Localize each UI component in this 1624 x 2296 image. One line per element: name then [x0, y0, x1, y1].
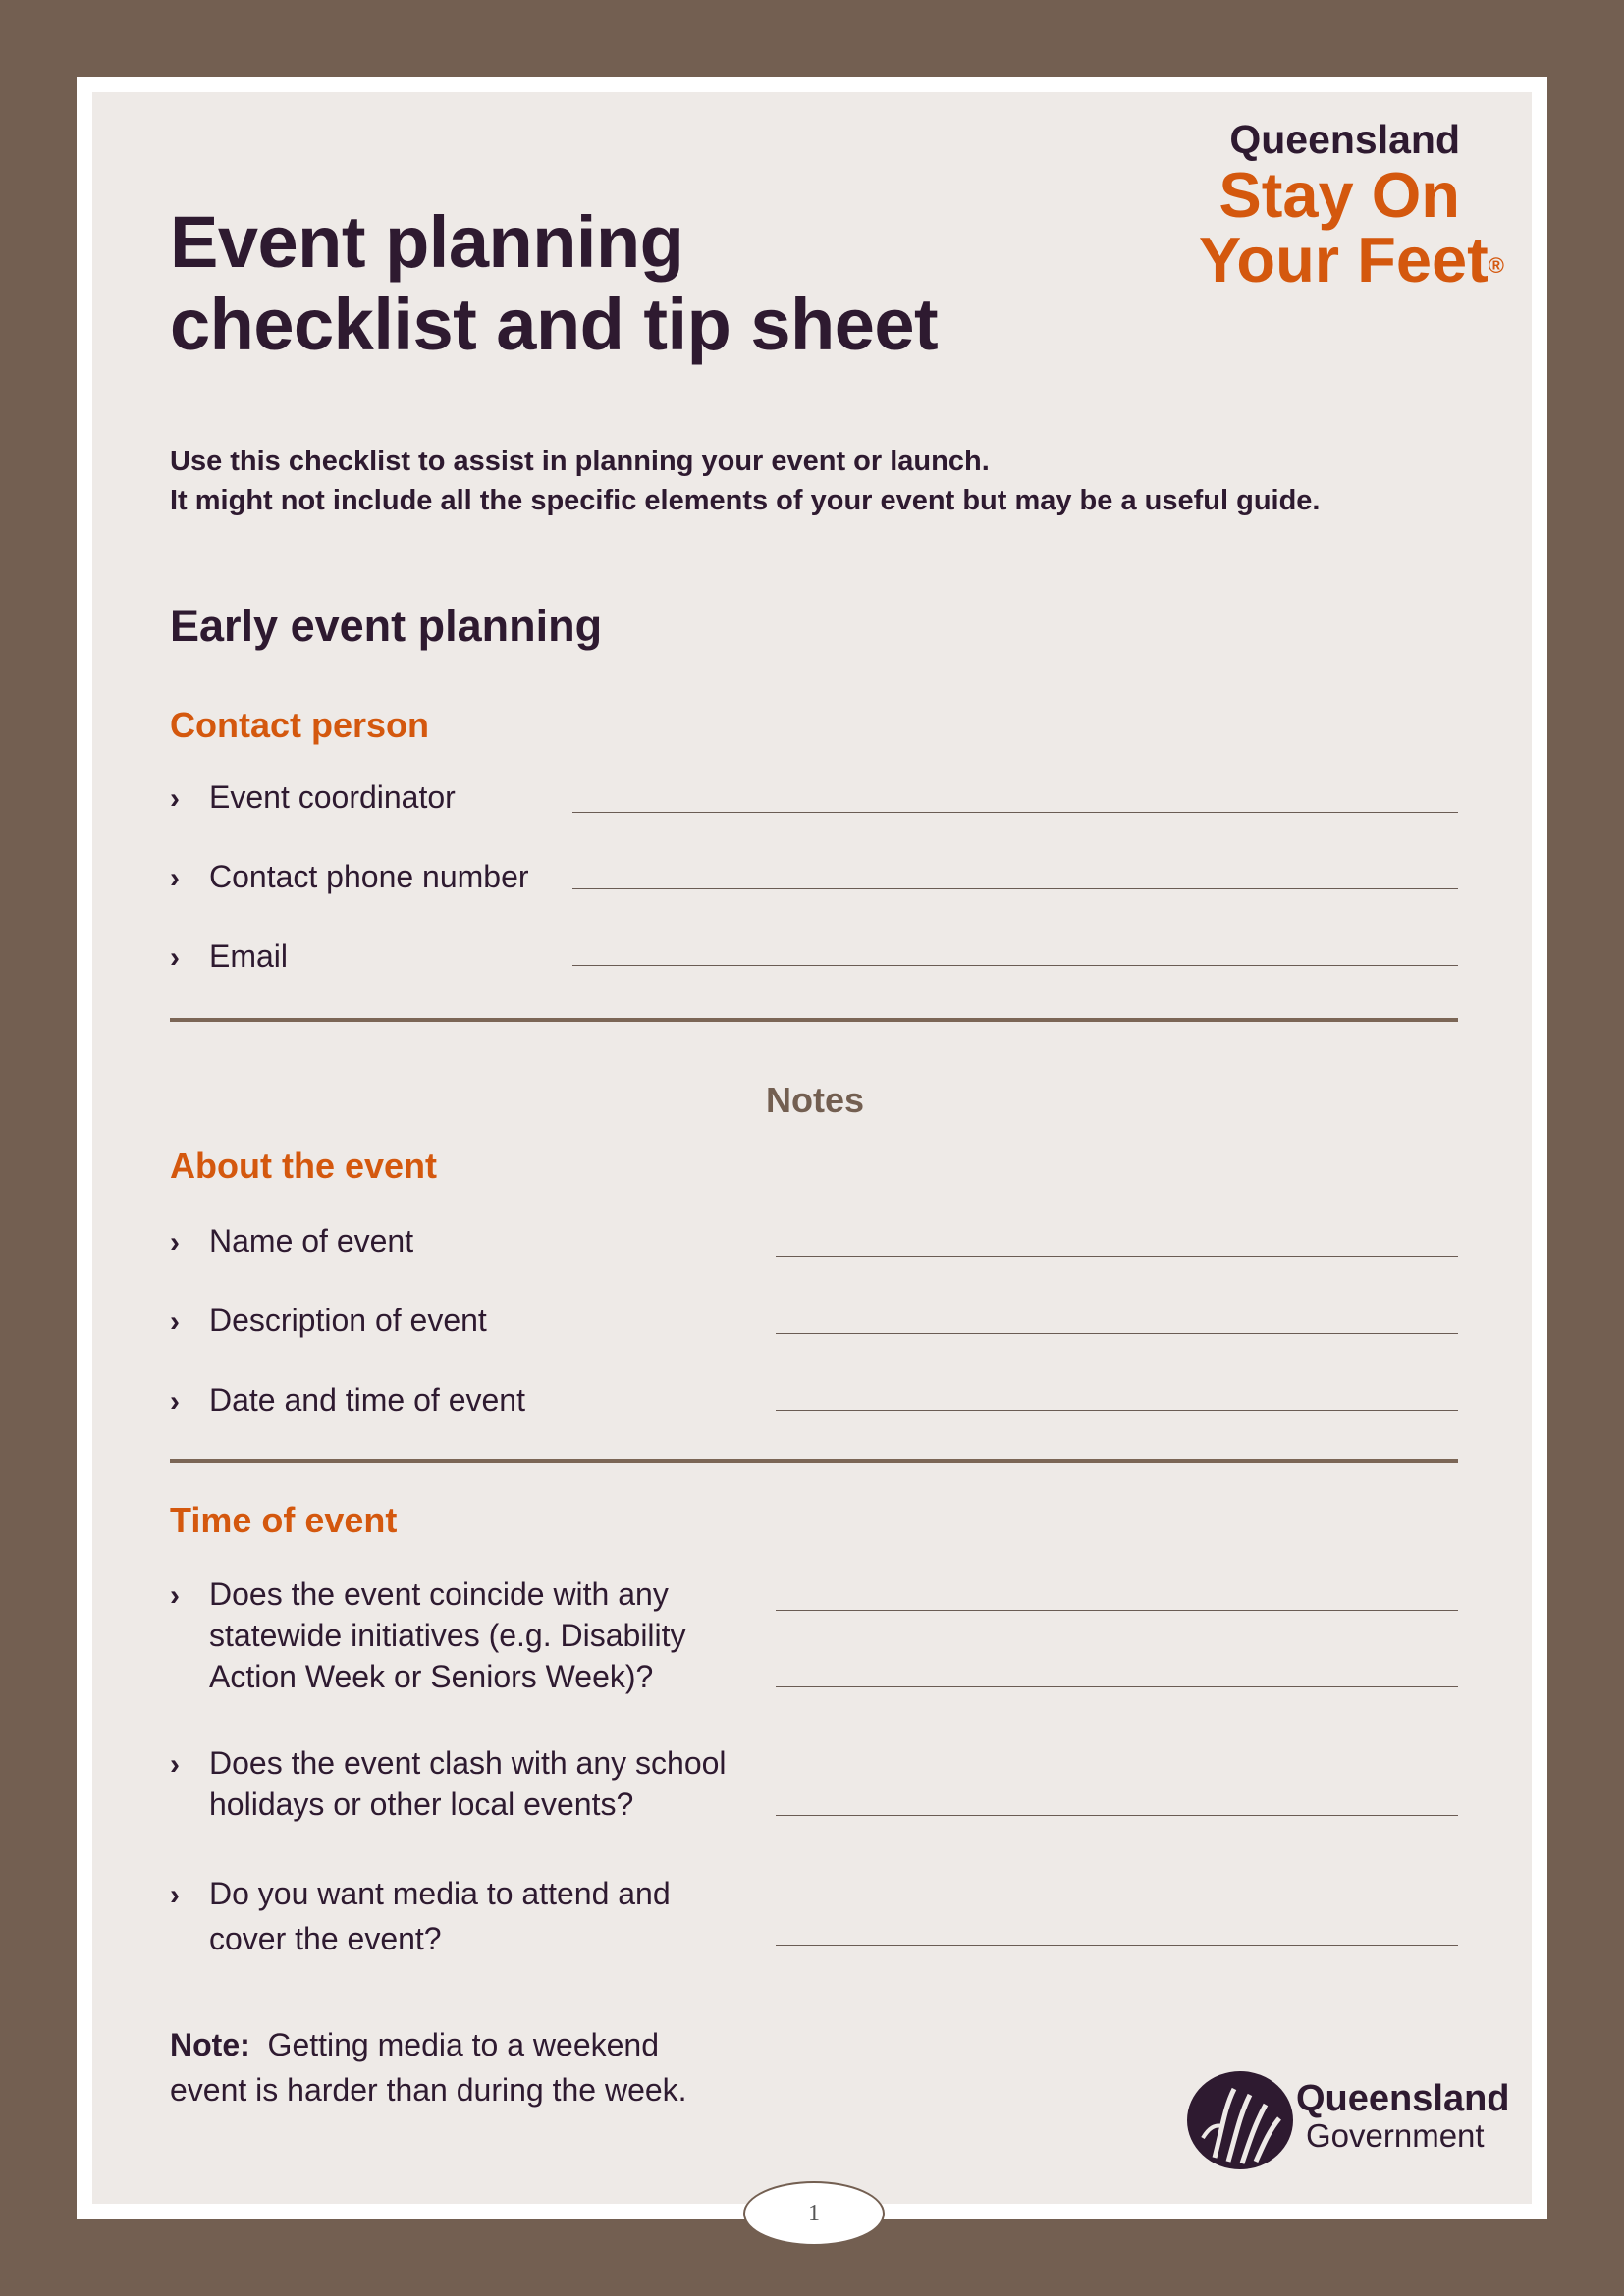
- list-item: › Does the event coincide with any statewide initiatives (e.g. Disability Action Week or Seniors Week)?: [170, 1576, 686, 1694]
- contact-heading: Contact person: [170, 705, 430, 745]
- list-item: › Does the event clash with any school holidays or other local events?: [170, 1745, 727, 1822]
- chevron-right-icon: ›: [170, 1879, 180, 1911]
- list-item: › Email: [170, 935, 288, 979]
- list-item: › Do you want media to attend and cover the event?: [170, 1871, 671, 1961]
- chevron-right-icon: ›: [170, 1306, 180, 1338]
- contact-phone-field[interactable]: [572, 888, 1458, 889]
- notes-label: Notes: [765, 1080, 865, 1120]
- chevron-right-icon: ›: [170, 862, 180, 894]
- chevron-right-icon: ›: [170, 1385, 180, 1417]
- time-heading: Time of event: [170, 1500, 398, 1540]
- page-title: Event planning checklist and tip sheet: [170, 201, 939, 365]
- section-divider: [170, 1018, 1458, 1022]
- queensland-government-crest-icon: [1185, 2069, 1295, 2176]
- list-item: › Event coordinator: [170, 776, 456, 820]
- brand-program-line2: Your Feet®: [1198, 224, 1504, 295]
- initiatives-field-2[interactable]: [776, 1686, 1458, 1687]
- media-field[interactable]: [776, 1945, 1458, 1946]
- initiatives-field[interactable]: [776, 1610, 1458, 1611]
- chevron-right-icon: ›: [170, 1579, 180, 1612]
- list-item: › Date and time of event: [170, 1379, 525, 1422]
- chevron-right-icon: ›: [170, 782, 180, 815]
- intro-text: Use this checklist to assist in planning your event or launch. It might not include all the specific elements of your event but may be a useful guide.: [170, 446, 1321, 516]
- section-divider: [170, 1459, 1458, 1463]
- event-description-field[interactable]: [776, 1333, 1458, 1334]
- queensland-government-wordmark: Queensland Government: [1296, 2078, 1510, 2154]
- note-text: Note: Getting media to a weekend event is harder than during the week.: [170, 2027, 687, 2108]
- list-item: › Description of event: [170, 1300, 487, 1343]
- clash-field[interactable]: [776, 1815, 1458, 1816]
- section-heading-early: Early event planning: [170, 601, 603, 651]
- event-date-field[interactable]: [776, 1410, 1458, 1411]
- brand-state: Queensland: [1229, 117, 1460, 162]
- chevron-right-icon: ›: [170, 1748, 180, 1781]
- page-number: 1: [743, 2181, 885, 2246]
- event-name-field[interactable]: [776, 1256, 1458, 1257]
- about-heading: About the event: [170, 1146, 438, 1186]
- stay-on-your-feet-logo: [1199, 116, 1504, 293]
- chevron-right-icon: ›: [170, 1226, 180, 1258]
- chevron-right-icon: ›: [170, 941, 180, 974]
- brand-program-line1: Stay On: [1218, 159, 1460, 231]
- event-coordinator-field[interactable]: [572, 812, 1458, 813]
- list-item: › Name of event: [170, 1220, 413, 1263]
- email-field[interactable]: [572, 965, 1458, 966]
- list-item: › Contact phone number: [170, 856, 529, 899]
